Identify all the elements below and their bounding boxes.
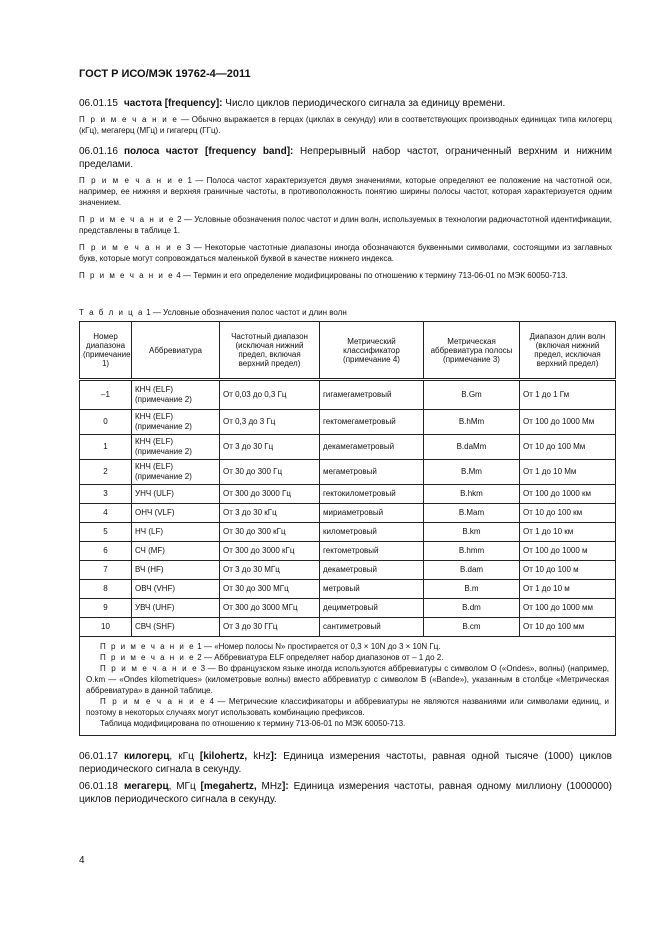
term-definition: Число циклов периодического сигнала за единицу времени. (225, 98, 506, 109)
column-header: Диапазон длин волн (включая нижний предел, исключая верхний предел) (520, 322, 616, 380)
table-row (80, 618, 616, 637)
table-cell: B.Gm (424, 380, 520, 410)
table-cell: ОНЧ (VLF) (132, 504, 220, 523)
table-cell: метровый (320, 580, 424, 599)
table-cell: 8 (80, 580, 132, 599)
table-cell: 5 (80, 523, 132, 542)
table-cell: От 1 до 1 Гм (520, 380, 616, 410)
table-cell: B.m (424, 580, 520, 599)
table-row (80, 599, 616, 618)
table-cell: От 10 до 100 мм (520, 618, 616, 637)
note-1: П р и м е ч а н и е 1 — Полоса частот характеризуется двумя значениями, которые определяют ее положение на частотной оси, например, ее нижняя и верхняя граничные частоты, в противоположность понятию ширины полосы частот, которая характеризуется одним значением. (79, 176, 612, 207)
table-cell: От 100 до 1000 Мм (520, 410, 616, 435)
table-cell: От 3 до 30 ГГц (220, 618, 320, 637)
note-4: П р и м е ч а н и е 4 — Термин и его определение модифицированы по отношению к термину 713-06-01 по МЭК 60050-713. (79, 271, 568, 280)
table-cell: гектометровый (320, 542, 424, 561)
table-cell: УВЧ (UHF) (132, 599, 220, 618)
table-cell: 7 (80, 561, 132, 580)
table-cell: 10 (80, 618, 132, 637)
after-table (79, 750, 612, 806)
table-cell: 3 (80, 485, 132, 504)
column-header: Аббревиатура (132, 322, 220, 380)
table-cell: От 100 до 1000 м (520, 542, 616, 561)
table-cell: B.dam (424, 561, 520, 580)
table-cell: дециметровый (320, 599, 424, 618)
table-cell: 2 (80, 460, 132, 485)
column-header: Частотный диапазон (исключая нижний предел, включая верхний предел) (220, 322, 320, 380)
table-cell: От 300 до 3000 Гц (220, 485, 320, 504)
table-cell: От 100 до 1000 км (520, 485, 616, 504)
term-06-01-15 (79, 97, 612, 110)
table-cell: НЧ (LF) (132, 523, 220, 542)
table-cell: От 300 до 3000 кГц (220, 542, 320, 561)
table-cell: От 1 до 10 Мм (520, 460, 616, 485)
table-cell: От 3 до 30 МГц (220, 561, 320, 580)
table-note-1: П р и м е ч а н и е 1 — «Номер полосы N» простирается от 0,3 × 10N до 3 × 10N Гц. (100, 642, 441, 651)
table-row (80, 485, 616, 504)
table-header-row (80, 322, 616, 380)
table-notes (80, 637, 616, 736)
table-row (80, 435, 616, 460)
table-cell: 6 (80, 542, 132, 561)
table-cell: КНЧ (ELF) (примечание 2) (132, 380, 220, 410)
table-cell: мегаметровый (320, 460, 424, 485)
table-cell: От 3 до 30 Гц (220, 435, 320, 460)
table-row (80, 504, 616, 523)
table-cell: B.Mm (424, 460, 520, 485)
table-cell: B.dm (424, 599, 520, 618)
table-cell: B.cm (424, 618, 520, 637)
note-2: П р и м е ч а н и е 2 — Условные обозначения полос частот и длин волн, используемых в технологии радиочастотной идентификации, представлены в таблице 1. (79, 215, 612, 235)
column-header: Номер диапазона (примечание 1) (80, 322, 132, 380)
table-cell: сантиметровый (320, 618, 424, 637)
table-cell: От 10 до 100 м (520, 561, 616, 580)
term-code: 06.01.16 (79, 146, 118, 157)
table-cell: От 10 до 100 Мм (520, 435, 616, 460)
table-cell: КНЧ (ELF) (примечание 2) (132, 460, 220, 485)
table-cell: 9 (80, 599, 132, 618)
table-cell: От 1 до 10 км (520, 523, 616, 542)
table-cell: 4 (80, 504, 132, 523)
table-cell: От 0,03 до 0,3 Гц (220, 380, 320, 410)
table-cell: гектокилометровый (320, 485, 424, 504)
frequency-bands-table (79, 321, 616, 736)
page-number: 4 (79, 855, 85, 866)
term-06-01-16 (79, 145, 612, 171)
term-06-01-18: 06.01.18 мегагерц, МГц [megahertz, MHz]: Единица измерения частоты, равная одному миллиону (1000000) циклов периодического сигнала в секунду. (79, 781, 612, 805)
table-cell: 0 (80, 410, 132, 435)
document-header: ГОСТ Р ИСО/МЭК 19762-4—2011 (79, 68, 251, 80)
term-06-01-17: 06.01.17 килогерц, кГц [kilohertz, kHz]: Единица измерения частоты, равная одной тысяче (1000) циклов периодического сигнала в секунду. (79, 751, 612, 775)
table-cell: мириаметровый (320, 504, 424, 523)
table-cell: СЧ (MF) (132, 542, 220, 561)
table-cell: 1 (80, 435, 132, 460)
table-cell: От 1 до 10 м (520, 580, 616, 599)
table-cell: ОВЧ (VHF) (132, 580, 220, 599)
term-code: 06.01.15 (79, 98, 118, 109)
table-cell: B.hMm (424, 410, 520, 435)
table-cell: B.hmm (424, 542, 520, 561)
table-row (80, 580, 616, 599)
table-row (80, 380, 616, 410)
table-cell: гектомегаметровый (320, 410, 424, 435)
column-header: Метрическая аббревиатура полосы (примечание 3) (424, 322, 520, 380)
table-cell: КНЧ (ELF) (примечание 2) (132, 410, 220, 435)
table-cell: От 100 до 1000 мм (520, 599, 616, 618)
note: П р и м е ч а н и е — Обычно выражается в герцах (циклах в секунду) или в соответствующих производных единицах типа килогерц (кГц), мегагерц (МГц) и гигагерц (ГГц). (79, 115, 612, 135)
table-row (80, 410, 616, 435)
table-cell: От 30 до 300 Гц (220, 460, 320, 485)
table-cell: декамегаметровый (320, 435, 424, 460)
table-cell: КНЧ (ELF) (примечание 2) (132, 435, 220, 460)
term-title: частота [frequency]: (123, 98, 223, 109)
table-cell: –1 (80, 380, 132, 410)
table-cell: декаметровый (320, 561, 424, 580)
table-cell: От 30 до 300 МГц (220, 580, 320, 599)
table-cell: ВЧ (HF) (132, 561, 220, 580)
note-3: П р и м е ч а н и е 3 — Некоторые частотные диапазоны иногда обозначаются буквенными символами, состоящими из заглавных букв, которые могут сопровождаться маленькой буквой в качестве нижнего индекса. (79, 243, 613, 263)
table-notes-row (80, 637, 616, 736)
table-cell: B.daMm (424, 435, 520, 460)
column-header: Метрический классификатор (примечание 4) (320, 322, 424, 380)
table-cell: От 300 до 3000 МГц (220, 599, 320, 618)
term-definition: Непрерывный набор частот, ограниченный верхним и нижним пределами. (79, 146, 612, 170)
table-note-4: П р и м е ч а н и е 4 — Метрические классификаторы и аббревиатуры не являются названиями или символами единиц, и поэтому в некоторых случаях могут использовать комбинацию префиксов. (86, 697, 609, 717)
table-note-5: Таблица модифицирована по отношению к термину 713-06-01 по МЭК 60050-713. (100, 719, 406, 728)
table-row (80, 561, 616, 580)
table-cell: УНЧ (ULF) (132, 485, 220, 504)
table-cell: От 3 до 30 кГц (220, 504, 320, 523)
table-row (80, 460, 616, 485)
table-cell: СВЧ (SHF) (132, 618, 220, 637)
term-title: полоса частот [frequency band]: (123, 146, 294, 157)
table-cell: B.km (424, 523, 520, 542)
table-cell: B.hkm (424, 485, 520, 504)
table-cell: гигамегаметровый (320, 380, 424, 410)
table-cell: От 10 до 100 км (520, 504, 616, 523)
table-cell: От 30 до 300 кГц (220, 523, 320, 542)
table-cell: B.Mam (424, 504, 520, 523)
table-row (80, 542, 616, 561)
table-caption: Т а б л и ц а 1 — Условные обозначения полос частот и длин волн (79, 308, 347, 317)
document-body (79, 97, 612, 810)
table-note-2: П р и м е ч а н и е 2 — Аббревиатура ELF определяет набор диапазонов от – 1 до 2. (100, 653, 444, 662)
table-cell: километровый (320, 523, 424, 542)
table-cell: От 0,3 до 3 Гц (220, 410, 320, 435)
table-note-3: П р и м е ч а н и е 3 — Во французском языке иногда используются аббревиатуры с символом O («Ondes», волны) (например, O.km — «Ondes kilometriques» (километровые волны) вместо аббревиатур с символом B («Bande»), указанным в столбце «Метрическая аббревиатура» в данной таблице. (86, 664, 610, 695)
table-row (80, 523, 616, 542)
